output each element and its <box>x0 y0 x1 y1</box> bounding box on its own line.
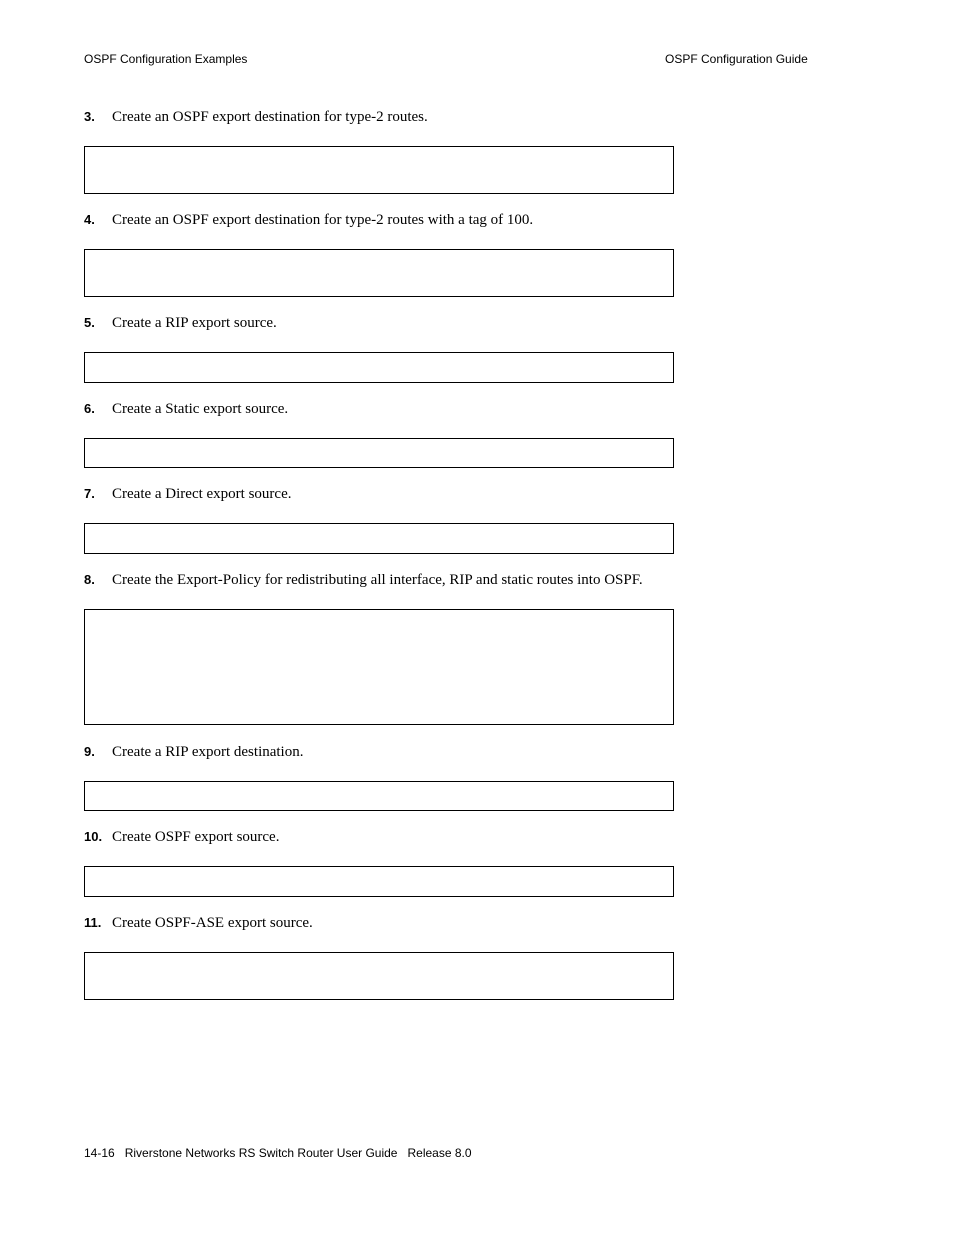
step-7 <box>84 484 292 504</box>
code-text <box>85 610 673 618</box>
code-text <box>85 439 673 447</box>
footer-page-number: 14-16 <box>84 1146 115 1160</box>
step-9 <box>84 742 303 762</box>
step-text: Create an OSPF export destination for type-2 routes. <box>112 109 428 125</box>
code-text <box>85 867 673 875</box>
step-text: Create a RIP export destination. <box>112 744 304 760</box>
step-text: Create OSPF export source. <box>112 829 280 845</box>
step-text: Create the Export-Policy for redistributing all interface, RIP and static routes into OSPF. <box>112 572 643 588</box>
step-text: Create a Static export source. <box>112 401 289 417</box>
code-text <box>85 250 673 258</box>
step-number: 7. <box>84 486 95 501</box>
footer-title: Riverstone Networks RS Switch Router User Guide <box>124 1146 398 1160</box>
code-text <box>85 524 673 532</box>
step-number: 9. <box>84 744 95 759</box>
code-box-step-4 <box>84 249 674 297</box>
code-box-step-8 <box>84 609 674 725</box>
code-text <box>85 147 673 155</box>
step-3 <box>84 107 428 127</box>
step-5 <box>84 313 277 333</box>
step-text: Create a Direct export source. <box>112 486 292 502</box>
code-box-step-6 <box>84 438 674 468</box>
code-text <box>85 782 673 790</box>
code-box-step-7 <box>84 523 674 554</box>
running-header-left: OSPF Configuration Examples <box>84 52 248 66</box>
code-box-step-11 <box>84 952 674 1000</box>
step-number: 11. <box>84 915 102 930</box>
step-8 <box>84 570 643 590</box>
step-number: 10. <box>84 829 103 844</box>
step-text: Create an OSPF export destination for type-2 routes with a tag of 100. <box>112 212 534 228</box>
footer-release: Release 8.0 <box>407 1146 472 1160</box>
step-11 <box>84 913 313 933</box>
step-number: 3. <box>84 109 95 124</box>
code-text <box>85 953 673 961</box>
code-box-step-9 <box>84 781 674 811</box>
step-4 <box>84 210 533 230</box>
step-6 <box>84 399 288 419</box>
step-text: Create a RIP export source. <box>112 315 277 331</box>
running-header-right: OSPF Configuration Guide <box>665 52 808 66</box>
step-number: 6. <box>84 401 95 416</box>
running-footer <box>84 1146 472 1160</box>
step-number: 5. <box>84 315 95 330</box>
step-number: 4. <box>84 212 95 227</box>
code-text <box>85 353 673 361</box>
code-box-step-10 <box>84 866 674 897</box>
code-box-step-3 <box>84 146 674 194</box>
step-text: Create OSPF-ASE export source. <box>112 915 313 931</box>
step-number: 8. <box>84 572 95 587</box>
step-10 <box>84 827 279 847</box>
code-box-step-5 <box>84 352 674 383</box>
